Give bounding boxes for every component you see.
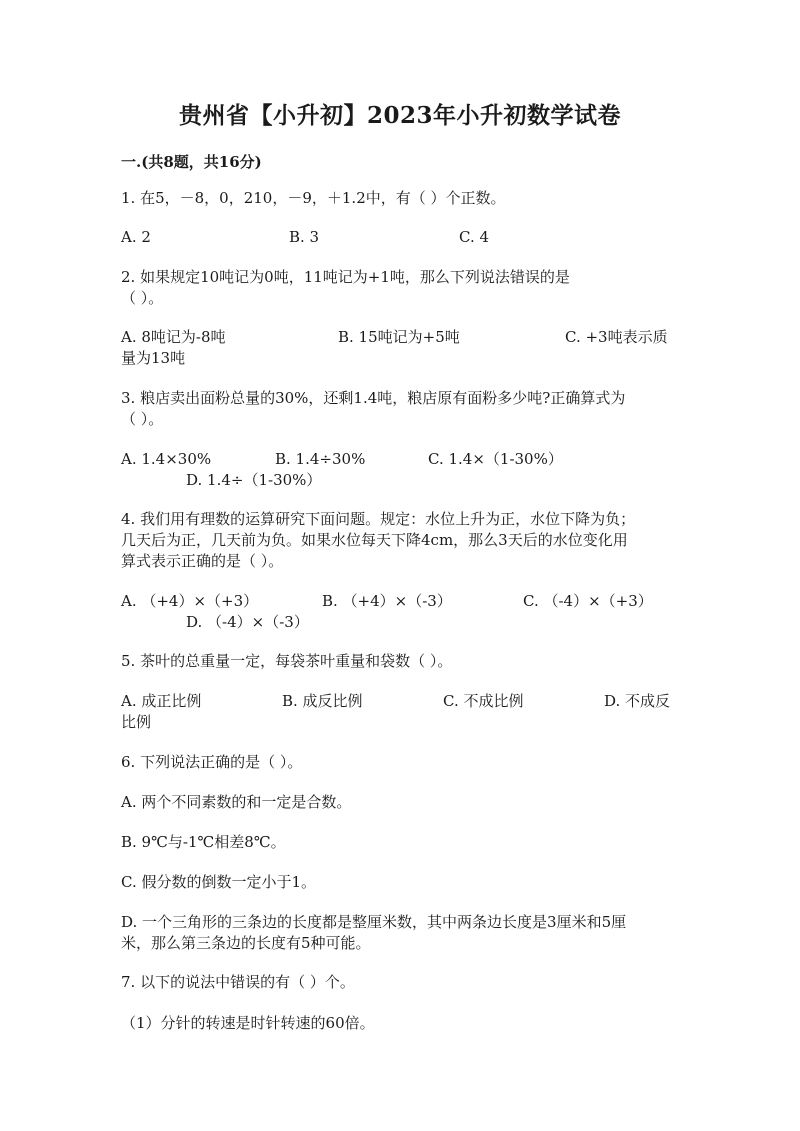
q1-option-a: A. 2: [121, 228, 151, 246]
q4-option-b: B. （+4）×（-3）: [322, 592, 452, 610]
q5-stem: 5. 茶叶的总重量一定，每袋茶叶重量和袋数（ ）。: [121, 652, 453, 670]
q2-stem-line2: （ ）。: [121, 289, 164, 307]
q1-option-b: B. 3: [289, 228, 320, 246]
section-heading: 一.(共8题，共16分): [121, 153, 262, 171]
q5-option-d: D. 不成反: [604, 692, 671, 710]
q6-option-c: C. 假分数的倒数一定小于1。: [121, 873, 317, 891]
q4-stem-line1: 4. 我们用有理数的运算研究下面问题。规定：水位上升为正，水位下降为负；: [121, 510, 636, 528]
q5-option-c: C. 不成比例: [443, 692, 524, 710]
q6-option-d-line2: 米，那么第三条边的长度有5种可能。: [121, 934, 371, 952]
q5-option-d-continued: 比例: [121, 713, 152, 731]
q3-option-d: D. 1.4÷（1-30%）: [186, 471, 322, 489]
q3-stem-line2: （ ）。: [121, 410, 164, 428]
exam-title: 贵州省【小升初】2023年小升初数学试卷: [178, 102, 621, 129]
q5-option-b: B. 成反比例: [282, 692, 363, 710]
q7-statement-1: （1）分针的转速是时针转速的60倍。: [121, 1014, 375, 1032]
q2-option-c: C. +3吨表示质: [565, 328, 668, 346]
q6-stem: 6. 下列说法正确的是（ ）。: [121, 753, 303, 771]
q1-option-c: C. 4: [459, 228, 490, 246]
q2-option-a: A. 8吨记为-8吨: [121, 328, 226, 346]
q4-stem-line2: 几天后为正，几天前为负。如果水位每天下降4cm，那么3天后的水位变化用: [121, 531, 628, 549]
q2-option-b: B. 15吨记为+5吨: [338, 328, 460, 346]
q3-option-a: A. 1.4×30%: [121, 450, 212, 468]
q2-option-c-continued: 量为13吨: [121, 349, 186, 367]
q2-stem-line1: 2. 如果规定10吨记为0吨，11吨记为+1吨，那么下列说法错误的是: [121, 268, 570, 286]
q5-option-a: A. 成正比例: [121, 692, 202, 710]
q4-stem-line3: 算式表示正确的是（ ）。: [121, 552, 284, 570]
q6-option-d-line1: D. 一个三角形的三条边的长度都是整厘米数，其中两条边长度是3厘米和5厘: [121, 913, 627, 931]
q6-option-a: A. 两个不同素数的和一定是合数。: [121, 793, 352, 811]
q4-option-a: A. （+4）×（+3）: [121, 592, 259, 610]
q4-option-c: C. （-4）×（+3）: [523, 592, 653, 610]
q7-stem: 7. 以下的说法中错误的有（ ）个。: [121, 973, 355, 991]
q3-option-c: C. 1.4×（1-30%）: [428, 450, 563, 468]
q3-stem-line1: 3. 粮店卖出面粉总量的30%，还剩1.4吨，粮店原有面粉多少吨?正确算式为: [121, 389, 626, 407]
q4-option-d: D. （-4）×（-3）: [186, 613, 309, 631]
q6-option-b: B. 9℃与-1℃相差8℃。: [121, 833, 286, 851]
q3-option-b: B. 1.4÷30%: [275, 450, 366, 468]
q1-stem: 1. 在5，－8，0，210，－9，＋1.2中，有（ ）个正数。: [121, 189, 506, 207]
